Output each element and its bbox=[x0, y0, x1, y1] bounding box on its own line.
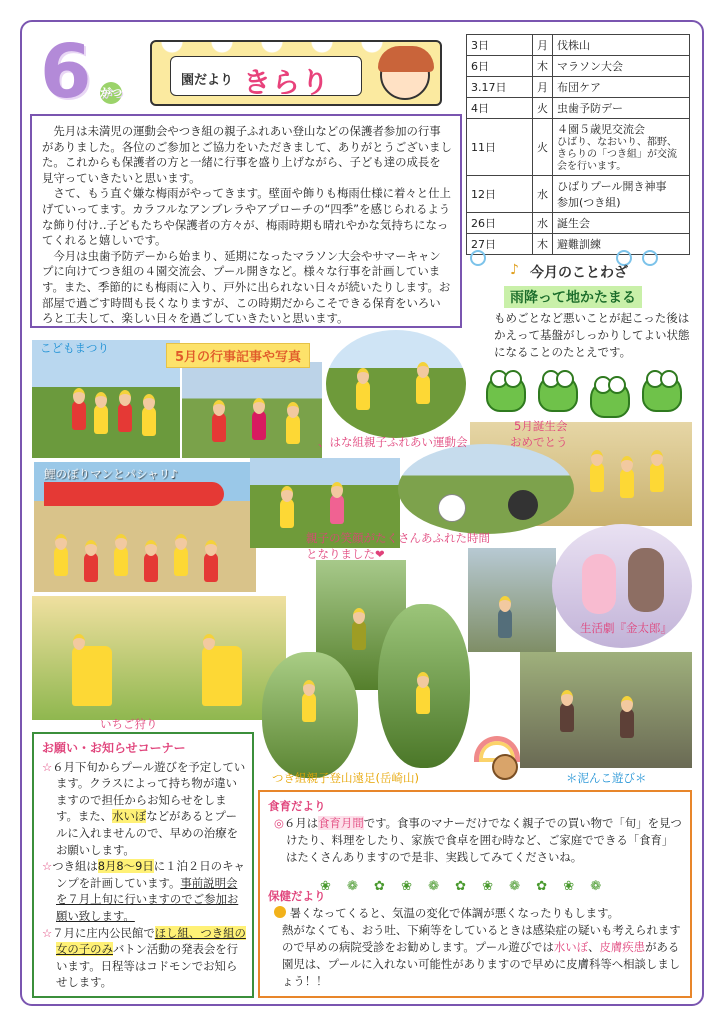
notice-highlight: 水いぼ bbox=[112, 809, 147, 824]
title-box bbox=[170, 56, 362, 99]
caption-strawberry: いちご狩り bbox=[100, 717, 158, 731]
caption-koinobori: 鯉のぼりマンとパシャリ♪ bbox=[44, 467, 178, 481]
notice-text: つき組は bbox=[52, 859, 98, 874]
schedule-date: 27日 bbox=[467, 234, 533, 255]
food-highlight: 食育月間 bbox=[318, 816, 364, 830]
health-highlight: 水いぼ bbox=[553, 940, 589, 954]
proverb-phrase: 雨降って地かたまる bbox=[504, 286, 642, 308]
caption-smiles: 親子の笑顔がたくさんあふれた時間となりました❤ bbox=[306, 531, 490, 561]
caption-kodomo-matsuri: こどもまつり bbox=[40, 341, 109, 355]
health-text: 暑くなってくると、気温の変化で体調が悪くなったりもします。 bbox=[289, 906, 620, 920]
star-icon: ☆ bbox=[42, 925, 53, 940]
schedule-row bbox=[467, 119, 690, 176]
schedule-weekday: 水 bbox=[533, 176, 553, 213]
schedule-event-cell bbox=[553, 176, 690, 213]
notice-underlined-text: 事前説明会を７月上旬に行いますのでご参加お願い致します。 bbox=[56, 875, 239, 923]
schedule-weekday: 木 bbox=[533, 234, 553, 255]
newsletter-title: きらり bbox=[243, 66, 331, 99]
food-heading: 食育だより bbox=[268, 799, 326, 813]
caption-hanagumi: 、はな組親子ふれあい運動会 bbox=[318, 435, 468, 449]
schedule-date: 12日 bbox=[467, 176, 533, 213]
photo-mud-play bbox=[520, 652, 692, 768]
intro-paragraph: 先月は未満児の運動会やつき組の親子ふれあい登山などの保護者参加の行事がありました。各位のご参加とご協力をいただきまして、ありがとうございました。これからも保護者の方と一緒に行事を盛り上げながら、子ども達の成長を見守っていきたいと思います。 bbox=[42, 124, 452, 185]
schedule-date: 6日 bbox=[467, 56, 533, 77]
photo-kodomo-matsuri bbox=[32, 340, 180, 458]
photo-outdoor-play bbox=[468, 548, 556, 652]
schedule-row bbox=[467, 213, 690, 234]
notice-text: ６月下旬からプール遊びを予定しています。クラスによって持ち物が違いますので担任からお知らせをします。また、 bbox=[52, 759, 246, 824]
schedule-event: 布団ケア bbox=[553, 77, 690, 98]
notice-text: ７月に庄内公民館で bbox=[52, 925, 155, 940]
schedule-weekday: 月 bbox=[533, 77, 553, 98]
schedule-weekday: 月 bbox=[533, 35, 553, 56]
caption-birthday: 5月誕生会 bbox=[514, 419, 568, 433]
notice-text: などがあるとプールに入れませんので、早めの治療をお願いします。 bbox=[56, 809, 239, 857]
photo-sports-day bbox=[326, 330, 466, 438]
food-text: です。食事のマナーだけでなく親子での買い物で「旬」を見つけたり、料理をしたり、家族で食卓を囲む時など、ご家庭でできる「食育」はたくさんありますので是非、実践してみてくださいね。 bbox=[286, 816, 682, 864]
health-heading: 保健だより bbox=[268, 889, 326, 903]
schedule-weekday: 火 bbox=[533, 98, 553, 119]
proverb-heading: 今月のことわざ bbox=[530, 265, 628, 281]
photo-ball-game bbox=[398, 444, 574, 534]
schedule-row bbox=[467, 56, 690, 77]
proverb-explanation: もめごとなど悪いことが起こった後はかえって基盤がしっかりしてよい状態になることのたとえです。 bbox=[494, 311, 690, 359]
intro-message bbox=[30, 114, 462, 328]
newsletter-label: 園だより bbox=[181, 73, 234, 88]
schedule-event-detail: 参加(つき組) bbox=[557, 196, 621, 209]
health-text: がある園児は、プールに入れない可能性がありますので早めに皮膚科等へ相談しましょう！！ bbox=[282, 940, 681, 988]
notice-corner bbox=[32, 732, 254, 998]
schedule-event: ひばりプール開き神事 bbox=[557, 180, 667, 193]
schedule-event: ４園５歳児交流会 bbox=[557, 123, 645, 136]
bear-icon bbox=[492, 754, 518, 780]
health-text: 、 bbox=[588, 940, 600, 954]
caption-kintaro-play: 生活劇『金太郎』 bbox=[580, 621, 672, 635]
vegetable-decoration: ❀ ❁ ✿ ❀ ❁ ✿ ❀ ❁ ✿ ❀ ❁ bbox=[320, 879, 608, 894]
frog-illustration-icon bbox=[486, 374, 686, 418]
schedule-event: 誕生会 bbox=[553, 213, 690, 234]
food-icon: ◎ bbox=[274, 816, 284, 830]
star-icon: ☆ bbox=[42, 859, 53, 874]
schedule-event: 虫歯予防デー bbox=[553, 98, 690, 119]
notice-item-pool bbox=[42, 759, 246, 859]
food-paragraph bbox=[268, 815, 682, 866]
schedule-event: 避難訓練 bbox=[553, 234, 690, 255]
schedule-row bbox=[467, 98, 690, 119]
title-banner bbox=[150, 40, 442, 106]
intro-paragraph: さて、もう直ぐ嫌な梅雨がやってきます。壁面や飾りも梅雨仕様に着々と仕上げていってます。カラフルなアンブレラやアプローチの“四季”を感じられるような飾り付け‥子どもたちや保護者の方々が、梅雨時期も晴れやかな気持ちになってくれると嬉しいです。 bbox=[42, 186, 451, 248]
schedule-event: マラソン大会 bbox=[553, 56, 690, 77]
caption-mud-play: ＊泥んこ遊び＊ bbox=[566, 771, 647, 785]
photo-section-title: 5月の行事記事や写真 bbox=[166, 343, 310, 368]
intro-paragraph: 今月は虫歯予防デーから始まり、延期になったマラソン大会やサマーキャンプに向けてつき組の４園交流会、プール開きなど。様々な行事を計画しています。また、季節的にも梅雨に入り、戸外に出られない日々が続いたりします。お部屋で過ごす時間も長くなりますが、この時期だからこそできる保育をいろいろと工夫して、楽しい日々を過ごしていきたいと思います。 bbox=[42, 248, 451, 326]
health-paragraph bbox=[268, 905, 682, 990]
caption-birthday-congrats: おめでとう bbox=[510, 435, 568, 449]
schedule-weekday: 木 bbox=[533, 56, 553, 77]
schedule-table bbox=[466, 34, 690, 255]
notice-highlight: ほし組、つき組の女の子のみ bbox=[56, 925, 246, 957]
schedule-row bbox=[467, 35, 690, 56]
star-icon: ☆ bbox=[42, 759, 53, 774]
food-text: ６月は bbox=[283, 816, 319, 830]
schedule-date: 4日 bbox=[467, 98, 533, 119]
food-health-box bbox=[258, 790, 692, 998]
notice-item-camp bbox=[42, 858, 246, 924]
schedule-weekday: 火 bbox=[533, 119, 553, 176]
schedule-date: 11日 bbox=[467, 119, 533, 176]
photo-tree-climb bbox=[262, 652, 358, 778]
schedule-event: 伐株山 bbox=[553, 35, 690, 56]
schedule-row bbox=[467, 77, 690, 98]
health-highlight: 皮膚疾患 bbox=[599, 940, 646, 954]
photo-tug-play bbox=[182, 362, 322, 458]
schedule-event-cell bbox=[553, 119, 690, 176]
music-note-icon: ♪ bbox=[510, 262, 519, 278]
schedule-date: 3.17日 bbox=[467, 77, 533, 98]
month-number: 6 bbox=[40, 29, 92, 115]
notice-item-baton bbox=[42, 925, 246, 991]
notice-heading: お願い・お知らせコーナー bbox=[42, 741, 186, 755]
schedule-weekday: 水 bbox=[533, 213, 553, 234]
month-numeral bbox=[40, 29, 130, 115]
schedule-row bbox=[467, 176, 690, 213]
schedule-event-detail: ひばり、なおいり、都野、きらりの「つき組」が交流会を行います。 bbox=[557, 137, 677, 172]
notice-text: に１泊２日のキャンプを計画しています。 bbox=[56, 859, 245, 890]
schedule-date: 3日 bbox=[467, 35, 533, 56]
notice-text: バトン活動の発表会を行います。日程等はコドモンでお知らせします。 bbox=[56, 942, 239, 990]
sun-icon bbox=[274, 906, 286, 918]
photo-strawberry-picking bbox=[32, 596, 286, 720]
photo-forest-walk bbox=[378, 604, 470, 768]
schedule-date: 26日 bbox=[467, 213, 533, 234]
girl-illustration-icon bbox=[380, 50, 430, 100]
notice-highlight: 8月8～9日 bbox=[97, 859, 154, 874]
month-sub-label: がつ bbox=[100, 82, 122, 104]
health-text: 熱がなくても、おう吐、下痢等をしているときは感染症の疑いも考えられますので早めの病院受診をお勧めします。プール遊びでは bbox=[282, 923, 681, 954]
caption-mountain-climb: つき組親子登山遠足(岳崎山) bbox=[272, 771, 419, 785]
